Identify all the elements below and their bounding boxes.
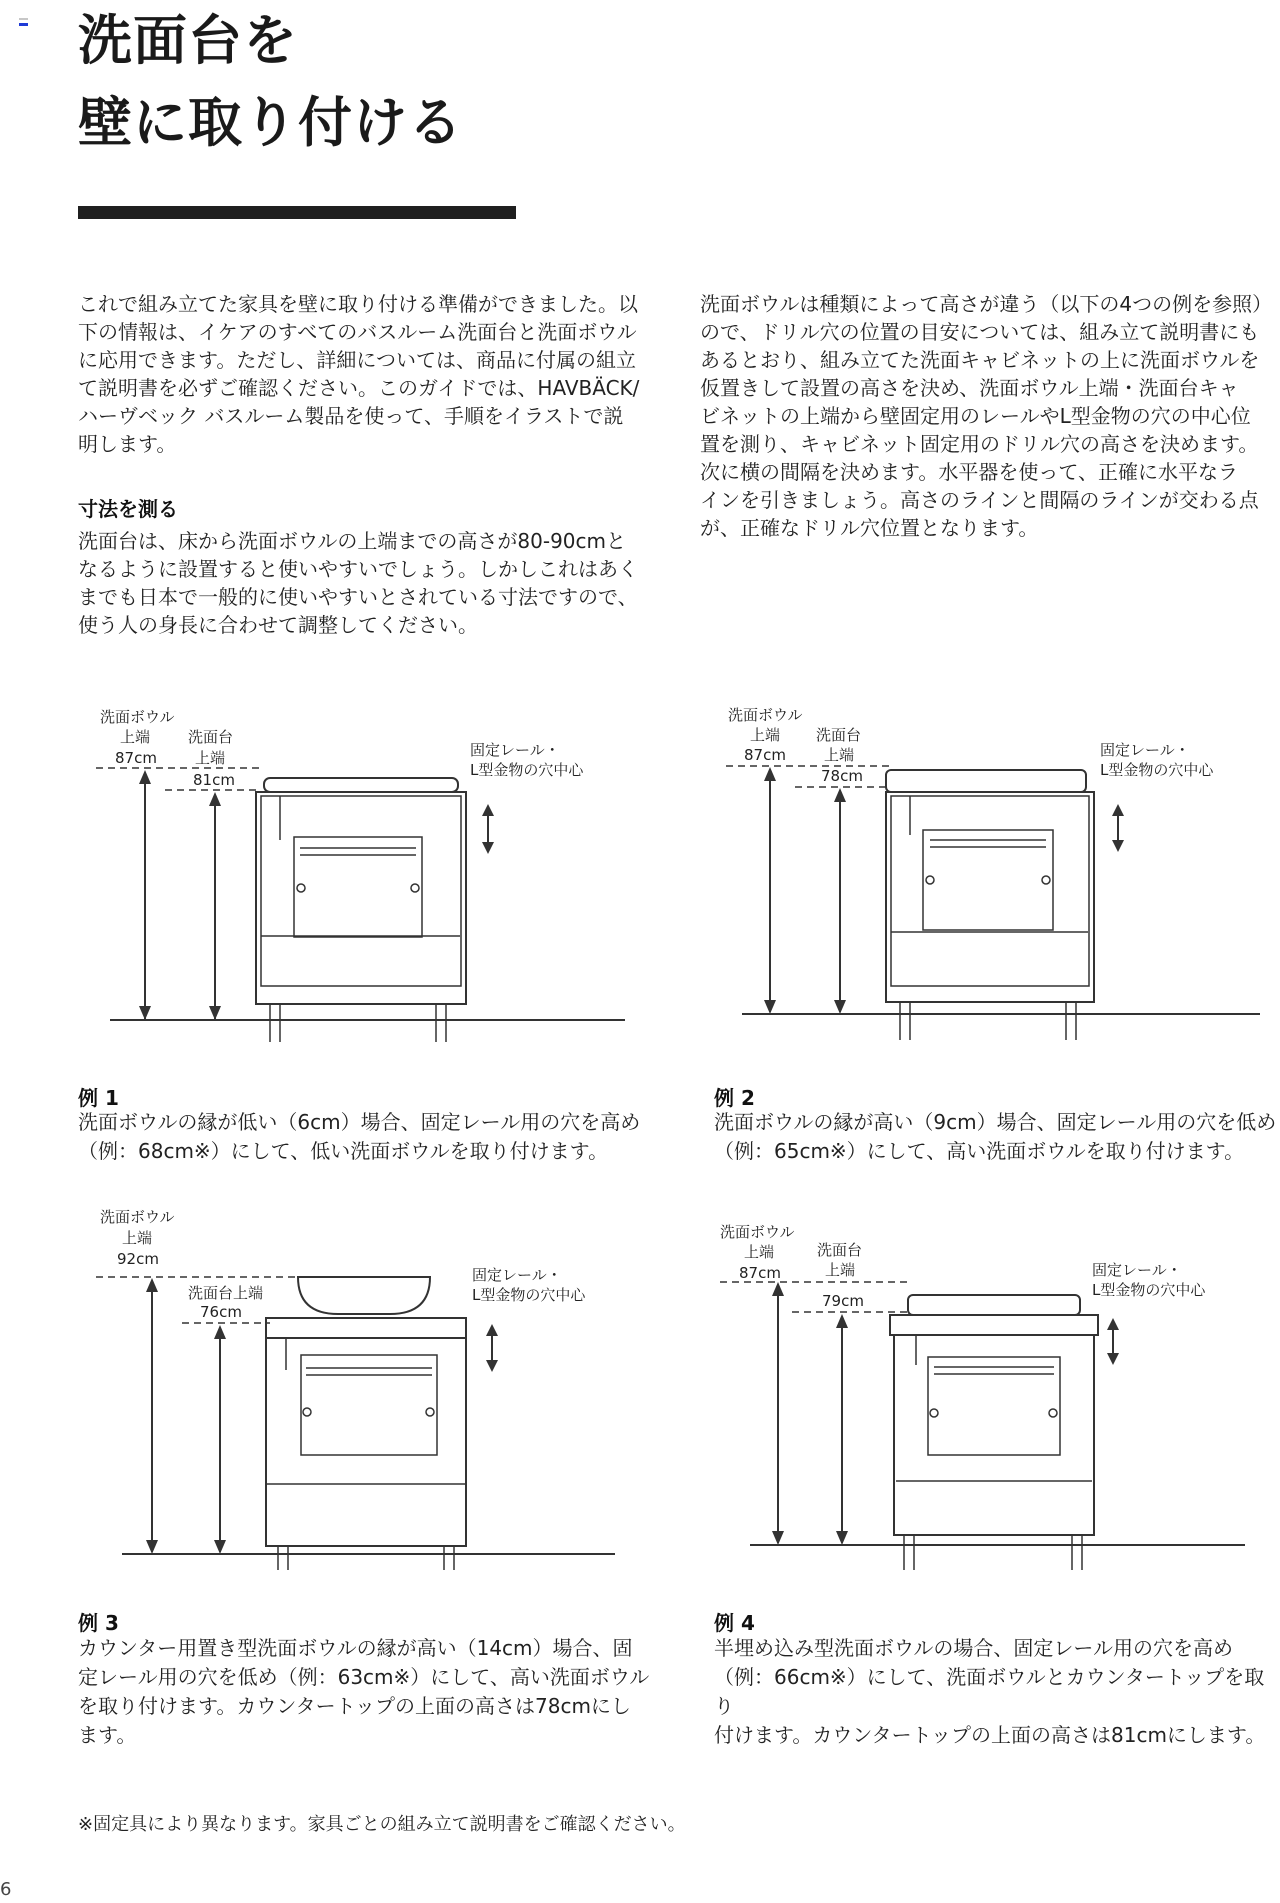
svg-text:78cm: 78cm — [821, 767, 863, 785]
intro-right-text: 洗面ボウルは種類によって高さが違う（以下の4つの例を参照） ので、ドリル穴の位置の目安については、組み立て説明書にも あるとおり、組み立てた洗面キャビネットの上に洗面ボウルを 仮置きして設置の高さを決め、洗面ボウル上端・洗面台キャ ビネットの上端から壁固定用のレールやL型金物の穴の中心位 置を測り、キャビネット固定用のドリル穴の高さを決めます。 次に横の間隔を決めます。水平器を使って、正確に水平なラ インを引きましょう。高さのラインと間隔のラインが交わる点 が、正確なドリル穴位置となります。 — [700, 292, 1273, 540]
diagram-example-1 — [90, 700, 650, 1050]
example-1-title: 例 1 — [78, 1086, 119, 1110]
svg-text:L型金物の穴中心: L型金物の穴中心 — [472, 1286, 586, 1304]
svg-text:上端: 上端 — [195, 749, 226, 767]
svg-text:固定レール・: 固定レール・ — [472, 1266, 562, 1284]
svg-text:L型金物の穴中心: L型金物の穴中心 — [1100, 761, 1214, 779]
example-4-text: 半埋め込み型洗面ボウルの場合、固定レール用の穴を高め （例：66cm※）にして、洗面ボウルとカウンタートップを取り 付けます。カウンタートップの上面の高さは81cmにします。 — [714, 1636, 1266, 1747]
svg-text:92cm: 92cm — [117, 1250, 159, 1268]
svg-text:上端: 上端 — [825, 1261, 856, 1279]
svg-text:洗面台: 洗面台 — [188, 728, 234, 746]
svg-text:上端: 上端 — [750, 726, 781, 744]
svg-text:固定レール・: 固定レール・ — [470, 741, 560, 759]
diagram-example-3 — [90, 1200, 650, 1570]
svg-text:洗面台: 洗面台 — [816, 726, 862, 744]
svg-text:79cm: 79cm — [822, 1292, 864, 1310]
svg-text:固定レール・: 固定レール・ — [1100, 741, 1190, 759]
svg-text:洗面ボウル: 洗面ボウル — [100, 708, 175, 726]
measure-heading: 寸法を測る — [78, 497, 178, 521]
svg-text:76cm: 76cm — [200, 1303, 242, 1321]
svg-text:上端: 上端 — [744, 1243, 775, 1261]
diagram-example-2 — [720, 700, 1280, 1050]
example-3-title: 例 3 — [78, 1611, 119, 1635]
example-1-text: 洗面ボウルの縁が低い（6cm）場合、固定レール用の穴を高め （例：68cm※）にして、低い洗面ボウルを取り付けます。 — [78, 1110, 641, 1163]
svg-text:洗面ボウル: 洗面ボウル — [720, 1223, 795, 1241]
svg-text:81cm: 81cm — [193, 771, 235, 789]
intro-left-text: これで組み立てた家具を壁に取り付ける準備ができました。以 下の情報は、イケアのすべてのバスルーム洗面台と洗面ボウル に応用できます。ただし、詳細については、商品に付属の組立 て説明書を必ずご確認ください。このガイドでは、HAVBÄCK/ ハーヴベック バスルーム製品を使って、手順をイラストで説 明します。 — [78, 292, 640, 456]
svg-text:上端: 上端 — [120, 728, 151, 746]
page-title: 洗面台を 壁に取り付ける — [78, 9, 463, 154]
svg-text:L型金物の穴中心: L型金物の穴中心 — [470, 761, 584, 779]
svg-text:87cm: 87cm — [115, 749, 157, 767]
svg-text:上端: 上端 — [122, 1229, 153, 1247]
svg-text:洗面台上端: 洗面台上端 — [188, 1284, 264, 1302]
svg-text:87cm: 87cm — [744, 746, 786, 764]
example-4-title: 例 4 — [714, 1611, 755, 1635]
svg-text:洗面ボウル: 洗面ボウル — [100, 1208, 175, 1226]
footnote: ※固定具により異なります。家具ごとの組み立て説明書をご確認ください。 — [78, 1814, 686, 1835]
title-rule — [78, 206, 516, 219]
nav-indicator-active — [19, 23, 28, 26]
diagram-example-4 — [720, 1215, 1280, 1575]
svg-text:87cm: 87cm — [739, 1264, 781, 1282]
svg-text:固定レール・: 固定レール・ — [1092, 1261, 1182, 1279]
nav-indicator-inactive — [19, 18, 28, 20]
measure-text: 洗面台は、床から洗面ボウルの上端までの高さが80-90cmと なるように設置すると使いやすいでしょう。しかしこれはあく までも日本で一般的に使いやすいとされている寸法ですので、 使う人の身長に合わせて調整してください。 — [78, 529, 638, 637]
svg-text:洗面台: 洗面台 — [817, 1241, 863, 1259]
example-2-text: 洗面ボウルの縁が高い（9cm）場合、固定レール用の穴を低め （例：65cm※）にして、高い洗面ボウルを取り付けます。 — [714, 1110, 1277, 1163]
example-2-title: 例 2 — [714, 1086, 755, 1110]
svg-text:上端: 上端 — [824, 746, 855, 764]
page-number: 6 — [0, 1879, 12, 1900]
svg-text:L型金物の穴中心: L型金物の穴中心 — [1092, 1281, 1206, 1299]
svg-text:洗面ボウル: 洗面ボウル — [728, 706, 803, 724]
example-3-text: カウンター用置き型洗面ボウルの縁が高い（14cm）場合、固 定レール用の穴を低め（例：63cm※）にして、高い洗面ボウル を取り付けます。カウンタートップの上面の高さは78cmにし ます。 — [78, 1636, 650, 1747]
